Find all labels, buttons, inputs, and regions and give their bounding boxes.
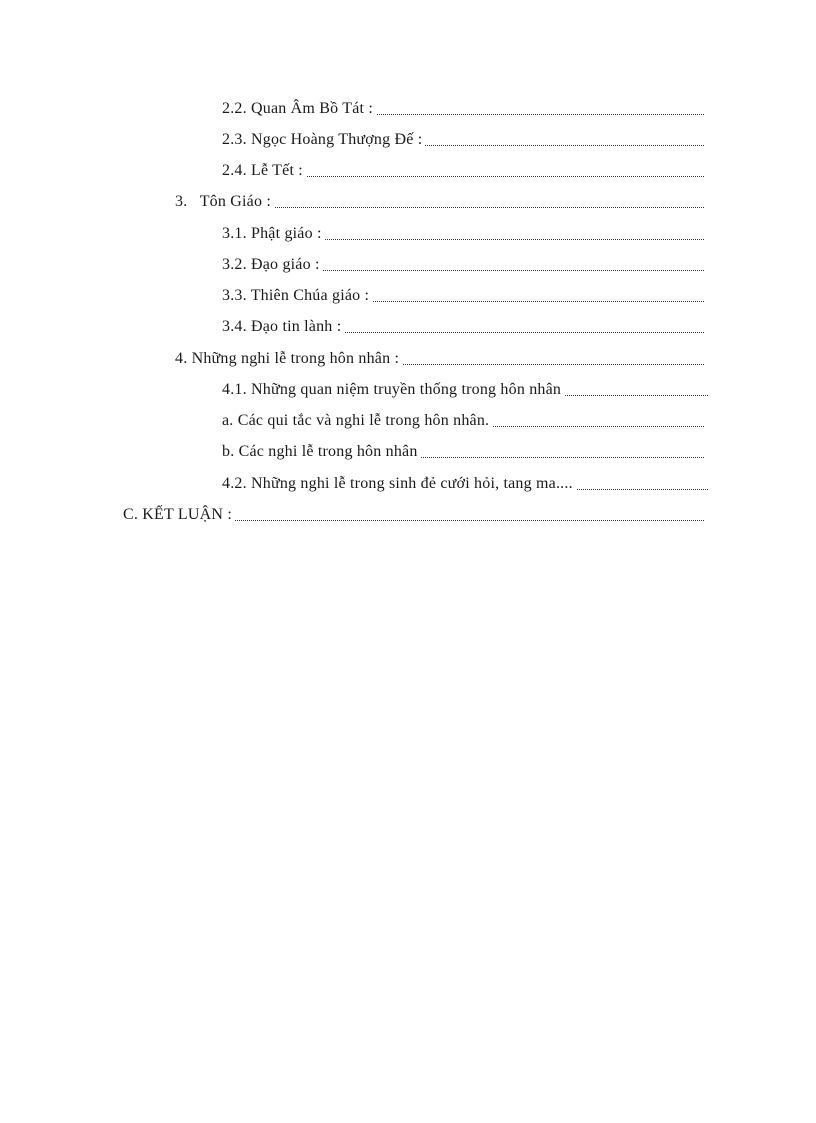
toc-entry-4 bbox=[175, 349, 704, 369]
toc-entry-label: 2.2. Quan Âm Bồ Tát : bbox=[222, 100, 376, 117]
toc-entry-label: 4.2. Những nghi lễ trong sinh đẻ cưới hỏi, tang ma.... bbox=[222, 475, 576, 492]
toc-entry-conclusion bbox=[123, 505, 704, 525]
toc-entry-2-3 bbox=[222, 130, 704, 150]
toc-entry-label: 3.4. Đạo tin lành : bbox=[222, 318, 344, 335]
toc-entry-2-4 bbox=[222, 161, 704, 181]
toc-entry-2-2 bbox=[222, 99, 704, 119]
toc-entry-label: 3. Tôn Giáo : bbox=[175, 193, 274, 210]
toc-entry-3 bbox=[175, 192, 704, 212]
toc-entry-label: 3.3. Thiên Chúa giáo : bbox=[222, 287, 372, 304]
toc-entry-4-1 bbox=[222, 380, 708, 400]
toc-entry-label: 2.4. Lễ Tết : bbox=[222, 162, 306, 179]
toc-entry-label: 4.1. Những quan niệm truyền thống trong hôn nhân bbox=[222, 381, 564, 398]
toc-entry-3-3 bbox=[222, 286, 704, 306]
toc-entry-label: a. Các qui tắc và nghi lễ trong hôn nhân. bbox=[222, 412, 492, 429]
toc-entry-label: 2.3. Ngọc Hoàng Thượng Đế : bbox=[222, 131, 425, 148]
toc-entry-label: 3.1. Phật giáo : bbox=[222, 225, 325, 242]
toc-entry-4-1-a bbox=[222, 411, 704, 431]
toc-entry-3-4 bbox=[222, 317, 704, 337]
toc-entry-label: b. Các nghi lễ trong hôn nhân bbox=[222, 443, 421, 460]
toc-entry-4-1-b bbox=[222, 442, 704, 462]
toc-entry-4-2 bbox=[222, 474, 708, 494]
toc-entry-label: 3.2. Đạo giáo : bbox=[222, 256, 323, 273]
toc-entry-3-1 bbox=[222, 224, 704, 244]
toc-entry-3-2 bbox=[222, 255, 704, 275]
toc-entry-label: 4. Những nghi lễ trong hôn nhân : bbox=[175, 350, 402, 367]
toc-entry-label: C. KẾT LUẬN : bbox=[123, 506, 235, 523]
